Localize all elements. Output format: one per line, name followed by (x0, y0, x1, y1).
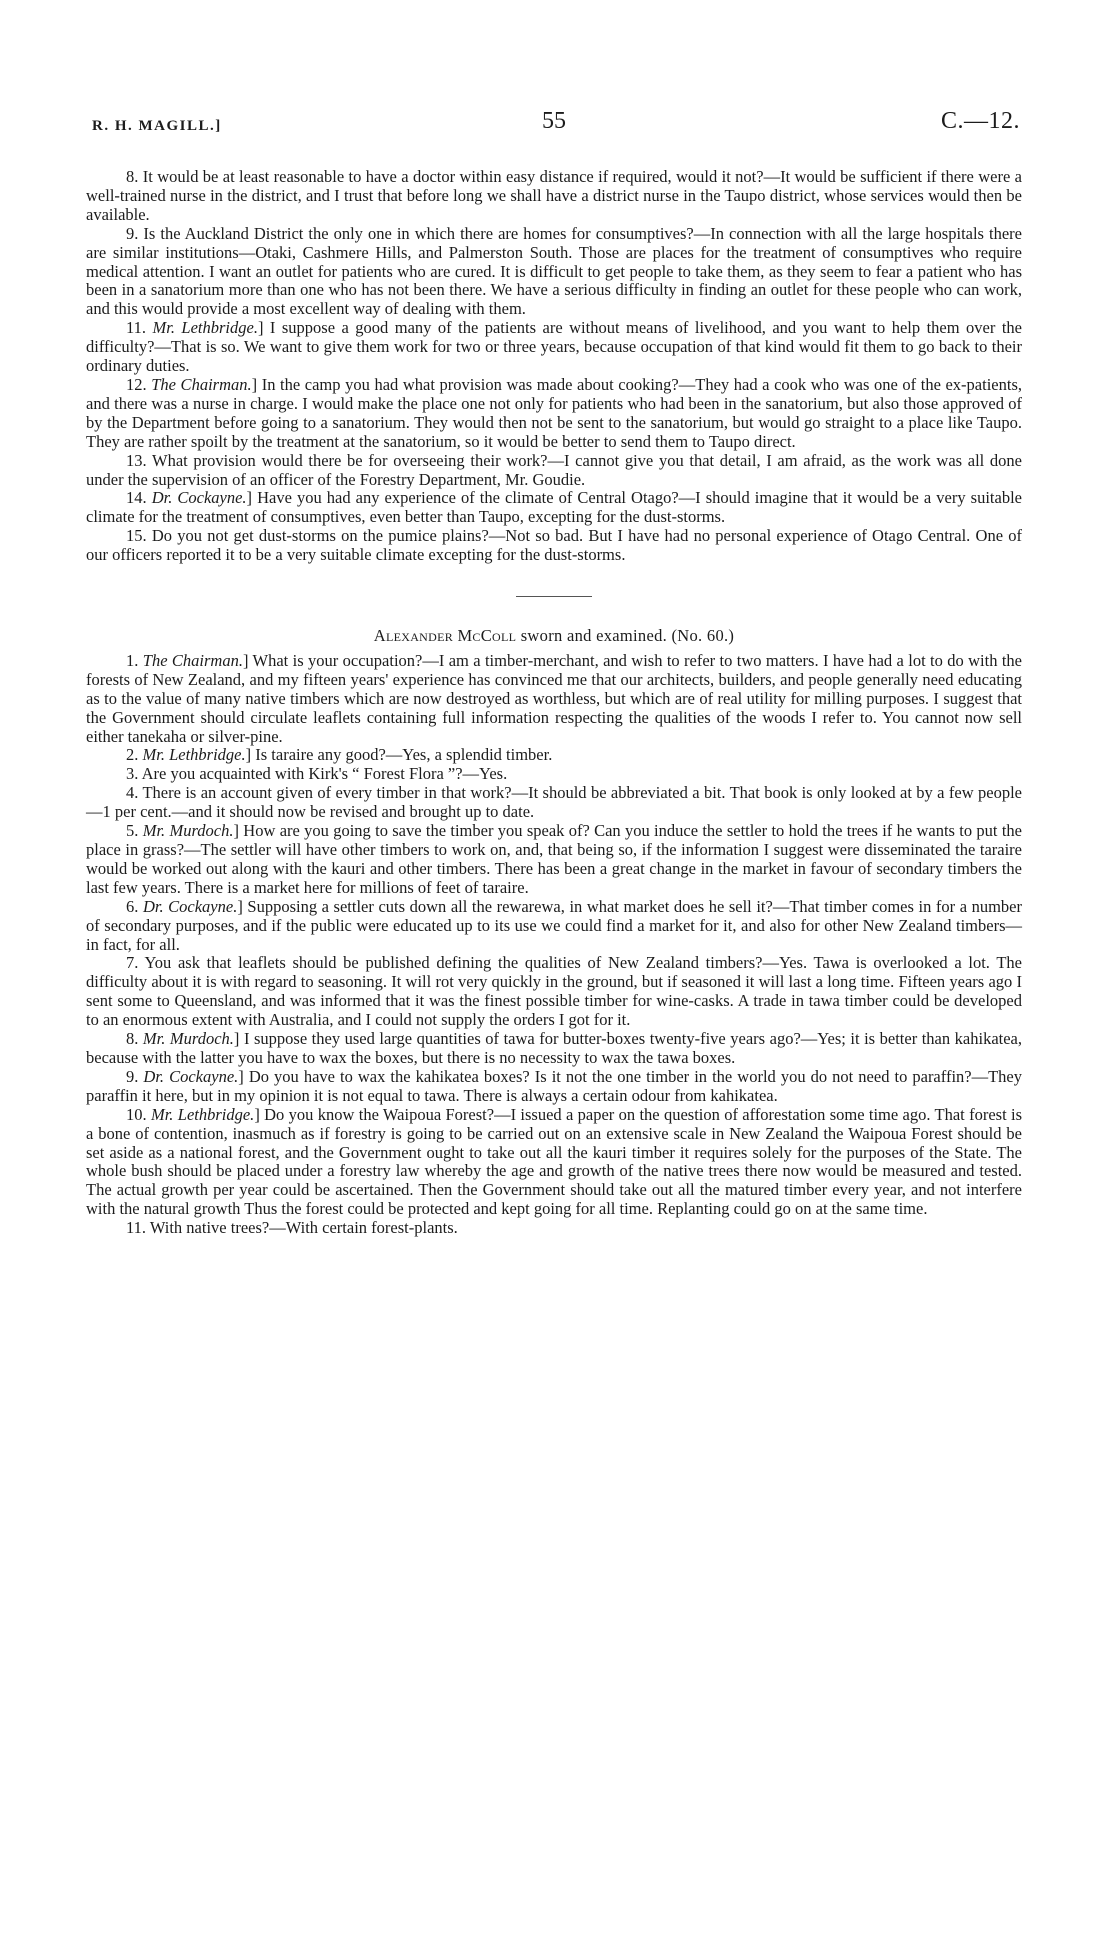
paragraph-text: 15. Do you not get dust-storms on the pumice plains?—Not so bad. But I have had no personal experience of Otago Central. One of our officers reported it to be a very suitable climate excepting for the dust-storms. (86, 526, 1022, 565)
evidence-paragraphs-mccoll (86, 652, 1022, 1238)
paragraph (86, 489, 1022, 527)
witness-name-header: R. H. MAGILL.] (92, 118, 222, 134)
speaker-name: Mr. Murdoch. (142, 821, 234, 841)
speaker-name: Mr. Lethbridge. (152, 318, 258, 338)
question-number: 1. (126, 650, 139, 670)
paragraph-text: 11. With native trees?—With certain forest-plants. (126, 1218, 458, 1238)
paragraph (86, 319, 1022, 376)
page-number: 55 (542, 108, 566, 134)
paragraph-text: 7. You ask that leaflets should be published defining the qualities of New Zealand timbers?—Yes. Tawa is overlooked a lot. The difficulty about it is with regard to seasoning. It will rot very quickly in the ground, but if seasoned it will last a long time. Fifteen years ago I sent some to Queensland, and was informed that it was the finest possible timber for wine-casks. A trade in tawa timber could be developed to an enormous extent with Australia, and I could not supply the orders I got for it. (86, 953, 1022, 1030)
section-divider (516, 596, 592, 597)
paragraph (86, 954, 1022, 1030)
witness-heading-text: sworn and examined. (No. 60.) (516, 626, 735, 646)
question-number: 2. (126, 745, 139, 765)
paragraph (86, 527, 1022, 565)
speaker-name: The Chairman. (151, 374, 252, 394)
question-number: 14. (126, 488, 147, 508)
paragraph (86, 1106, 1022, 1219)
paragraph (86, 765, 1022, 784)
witness-heading (86, 627, 1022, 646)
paragraph-text: 13. What provision would there be for overseeing their work?—I cannot give you that detail, I am afraid, as the work was all done under the supervision of an officer of the Forestry Department, Mr. Goudie. (86, 450, 1022, 489)
document-reference: C.—12. (940, 108, 1020, 134)
paragraph-text: ] Supposing a settler cuts down all the rewarewa, in what market does he sell it?—That timber comes in for a number of secondary purposes, and if the public were educated up to its use we could find a market for it, and also for other New Zealand timbers—in fact, for all. (86, 896, 1023, 954)
question-number: 6. (126, 896, 139, 916)
paragraph-text: ] Do you have to wax the kahikatea boxes? Is it not the one timber in the world you do not need to paraffin?—They paraffin it here, but in my opinion it is not equal to tawa. There is always a certain odour from kahikatea. (86, 1066, 1023, 1105)
question-number: 5. (126, 821, 139, 841)
speaker-name: Dr. Cockayne. (151, 488, 247, 508)
paragraph (86, 746, 1022, 765)
speaker-name: Dr. Cockayne. (142, 896, 238, 916)
paragraph (86, 784, 1022, 822)
paragraph-text: ] Have you had any experience of the climate of Central Otago?—I should imagine that it would be a very suitable climate for the treatment of consumptives, even better than Taupo, excepting for the dust-storms. (86, 488, 1022, 527)
paragraph (86, 376, 1022, 452)
paragraph-text: ] How are you going to save the timber you speak of? Can you induce the settler to hold the trees if he wants to put the place in grass?—The settler will have other timbers to work on, and, that being so, if the information I suggest were disseminated the taraire would be worked out along with the kauri and other timbers. There has been a great change in the market in favour of secondary timbers the last few years. There is a market here for millions of feet of taraire. (86, 821, 1022, 897)
evidence-paragraphs-magill (86, 168, 1022, 565)
speaker-name: Mr. Lethbridge. (142, 745, 246, 765)
paragraph (86, 1219, 1022, 1238)
paragraph-text: 3. Are you acquainted with Kirk's “ Forest Flora ”?—Yes. (126, 764, 508, 784)
paragraph-text: ] Is taraire any good?—Yes, a splendid timber. (245, 745, 553, 765)
speaker-name: Mr. Lethbridge. (150, 1104, 255, 1124)
witness-name: Alexander McColl (373, 626, 517, 646)
paragraph-text: ] What is your occupation?—I am a timber-merchant, and wish to refer to two matters. I have had a lot to do with the forests of New Zealand, and my fifteen years' experience has convinced me that our architects, builders, and people generally need educating as to the value of many native timbers which are now destroyed as worthless, but which are of real utility for milling purposes. I suggest that the Government should circulate leaflets containing full information respecting the qualities of the woods I refer to. You cannot now sell either tanekaha or silver-pine. (86, 650, 1022, 746)
paragraph (86, 452, 1022, 490)
paragraph-text: 9. Is the Auckland District the only one in which there are homes for consumptives?—In connection with all the large hospitals there are similar institutions—Otaki, Cashmere Hills, and Palmerston South. Those are places for the treatment of consumptives who require medical attention. I want an outlet for patients who are cured. It is difficult to get people to take them, as they seem to fear a patient who has been in a sanatorium more than one who has not been there. We have a serious difficulty in finding an outlet for these people who can work, and this would provide a most excellent way of dealing with them. (86, 223, 1022, 319)
running-head (86, 108, 1022, 142)
paragraph-text: ] Do you know the Waipoua Forest?—I issued a paper on the question of afforestation some time ago. That forest is a bone of contention, inasmuch as if forestry is going to be carried out on an extensive scale in New Zealand the Waipoua Forest should be set aside as a national forest, and the Government ought to take out all the kauri timber it requires solely for the purposes of the State. The whole bush should be placed under a forestry law whereby the age and growth of the native trees there now would be measured and tested. The actual growth per year could be ascertained. Then the Government should take out all the matured timber every year, and not interfere with the natural growth Thus the forest could be protected and kept going for all time. Replanting could go on at the same time. (86, 1104, 1023, 1219)
body-text (86, 168, 1022, 1238)
question-number: 12. (126, 374, 147, 394)
paragraph-text: 4. There is an account given of every timber in that work?—It should be abbreviated a bit. That book is only looked at by a few people—1 per cent.—and it should now be revised and brought up to date. (86, 783, 1022, 822)
paragraph (86, 652, 1022, 747)
paragraph (86, 1068, 1022, 1106)
paragraph (86, 898, 1022, 955)
question-number: 11. (126, 318, 147, 338)
paragraph (86, 1030, 1022, 1068)
paragraph-text: ] I suppose they used large quantities of tawa for butter-boxes twenty-five years ago?—Yes; it is better than kahikatea, because with the latter you have to wax the boxes, but there is no necessity to wax the tawa boxes. (86, 1029, 1023, 1067)
paragraph (86, 168, 1022, 225)
question-number: 10. (126, 1104, 147, 1124)
paragraph-text: 8. It would be at least reasonable to have a doctor within easy distance if required, would it not?—It would be sufficient if there were a well-trained nurse in the district, and I trust that before long we shall have a district nurse in the Taupo district, whose services would then be available. (86, 167, 1022, 224)
speaker-name: The Chairman. (142, 650, 243, 670)
question-number: 8. (126, 1029, 139, 1049)
speaker-name: Mr. Murdoch. (142, 1029, 234, 1049)
paragraph-text: ] In the camp you had what provision was made about cooking?—They had a cook who was one of the ex-patients, and there was a nurse in charge. I would make the place one not only for patients who had been in the sanatorium, but also those approved of by the Department before going to a sanatorium. They would then not be sent to the sanatorium, but would go straight to a place like Taupo. They are rather spoilt by the treatment at the sanatorium, so it would be better to send them to Taupo direct. (86, 374, 1022, 451)
speaker-name: Dr. Cockayne. (143, 1066, 239, 1086)
paragraph (86, 225, 1022, 320)
question-number: 9. (126, 1066, 139, 1086)
paragraph-text: ] I suppose a good many of the patients are without means of livelihood, and you want to help them over the difficulty?—That is so. We want to give them work for two or three years, because occupation of that kind would fit them to go back to their ordinary duties. (86, 318, 1022, 376)
paragraph (86, 822, 1022, 898)
